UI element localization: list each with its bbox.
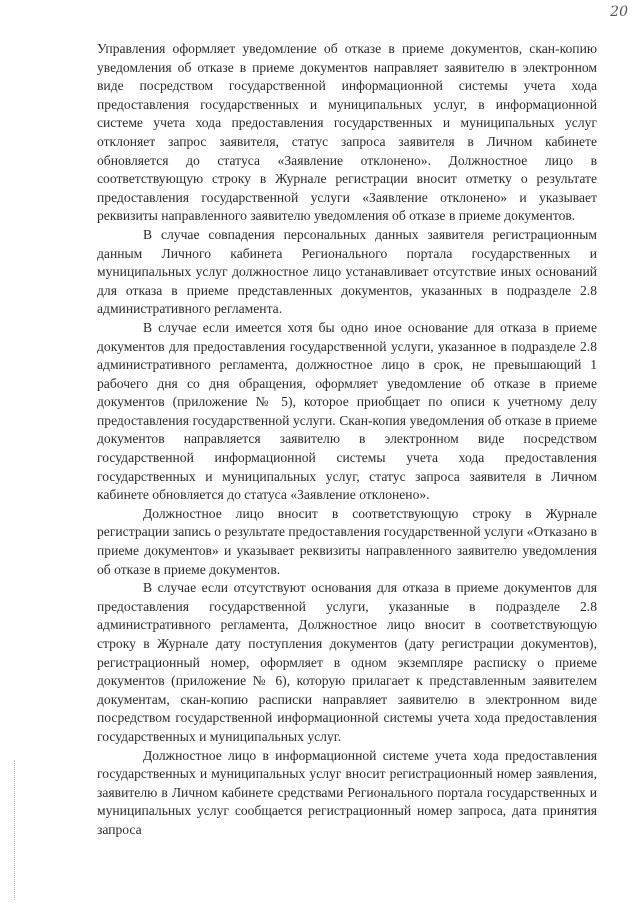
paragraph-2: В случае совпадения персональных данных заявителя регистрационным данным Личного кабинета Регионального портала государственных и муниципальных услуг должностное лицо устанавливает отсутствие иных оснований для отказа в приеме представленных документов, указанных в подразделе 2.8 административного регламента. [97, 226, 597, 317]
page-number: 20 [610, 4, 628, 20]
paragraph-1: Управления оформляет уведомление об отказе в приеме документов, скан-копию уведомления об отказе в приеме документов направляет заявителю в электронном виде посредством государственной информационной системы учета хода предоставления государственных и муниципальных услуг, в информационной системе учета хода предоставления государственных и муниципальных услуг отклоняет запрос заявителя, статус запроса заявителя в Личном кабинете обновляется до статуса «Заявление отклонено». Должностное лицо в соответствующую строку в Журнале регистрации вносит отметку о результате предоставления государственной услуги «Заявление отклонено» и указывает реквизиты направленного заявителю уведомления об отказе в приеме документов. [97, 41, 597, 224]
paragraph-5: В случае если отсутствуют основания для отказа в приеме документов для предоставления государственной услуги, указанные в подразделе 2.8 административного регламента, Должностное лицо вносит в соответствующую строку в Журнале дату поступления документов (дату регистрации документов), регистрационный номер, оформляет в одном экземпляре расписку о приеме документов (приложение № 6), которую прилагает к представленным заявителем документам, скан-копию расписки направляет заявителю в электронном виде посредством государственной информационной системы учета хода предоставления государственных и муниципальных услуг. [97, 580, 597, 744]
paragraph-4: Должностное лицо вносит в соответствующую строку в Журнале регистрации запись о результате предоставления государственной услуги «Отказано в приеме документов» и указывает реквизиты направленного заявителю уведомления об отказе в приеме документов. [97, 505, 598, 577]
scan-margin-dots [14, 760, 17, 900]
paragraph-6: Должностное лицо в информационной системе учета хода предоставления государственных и муниципальных услуг вносит регистрационный номер заявления, заявителю в Личном кабинете средствами Регионального портала государственных и муниципальных услуг сообщается регистрационный номер запроса, дата принятия запроса [97, 747, 597, 837]
paragraph-3: В случае если имеется хотя бы одно иное основание для отказа в приеме документов для предоставления государственной услуги, указанное в подразделе 2.8 административного регламента, должностное лицо в срок, не превышающий 1 рабочего дня со дня обращения, оформляет уведомление об отказе в приеме документов (приложение № 5), которое приобщает по описи к учетному делу предоставления государственной услуги. Скан-копия уведомления об отказе в приеме документов направляется заявителю в электронном виде посредством государственной информационной системы учета хода предоставления государственных и муниципальных услуг, статус запроса заявителя в Личном кабинете обновляется до статуса «Заявление отклонено». [97, 319, 597, 503]
document-body [97, 40, 597, 840]
